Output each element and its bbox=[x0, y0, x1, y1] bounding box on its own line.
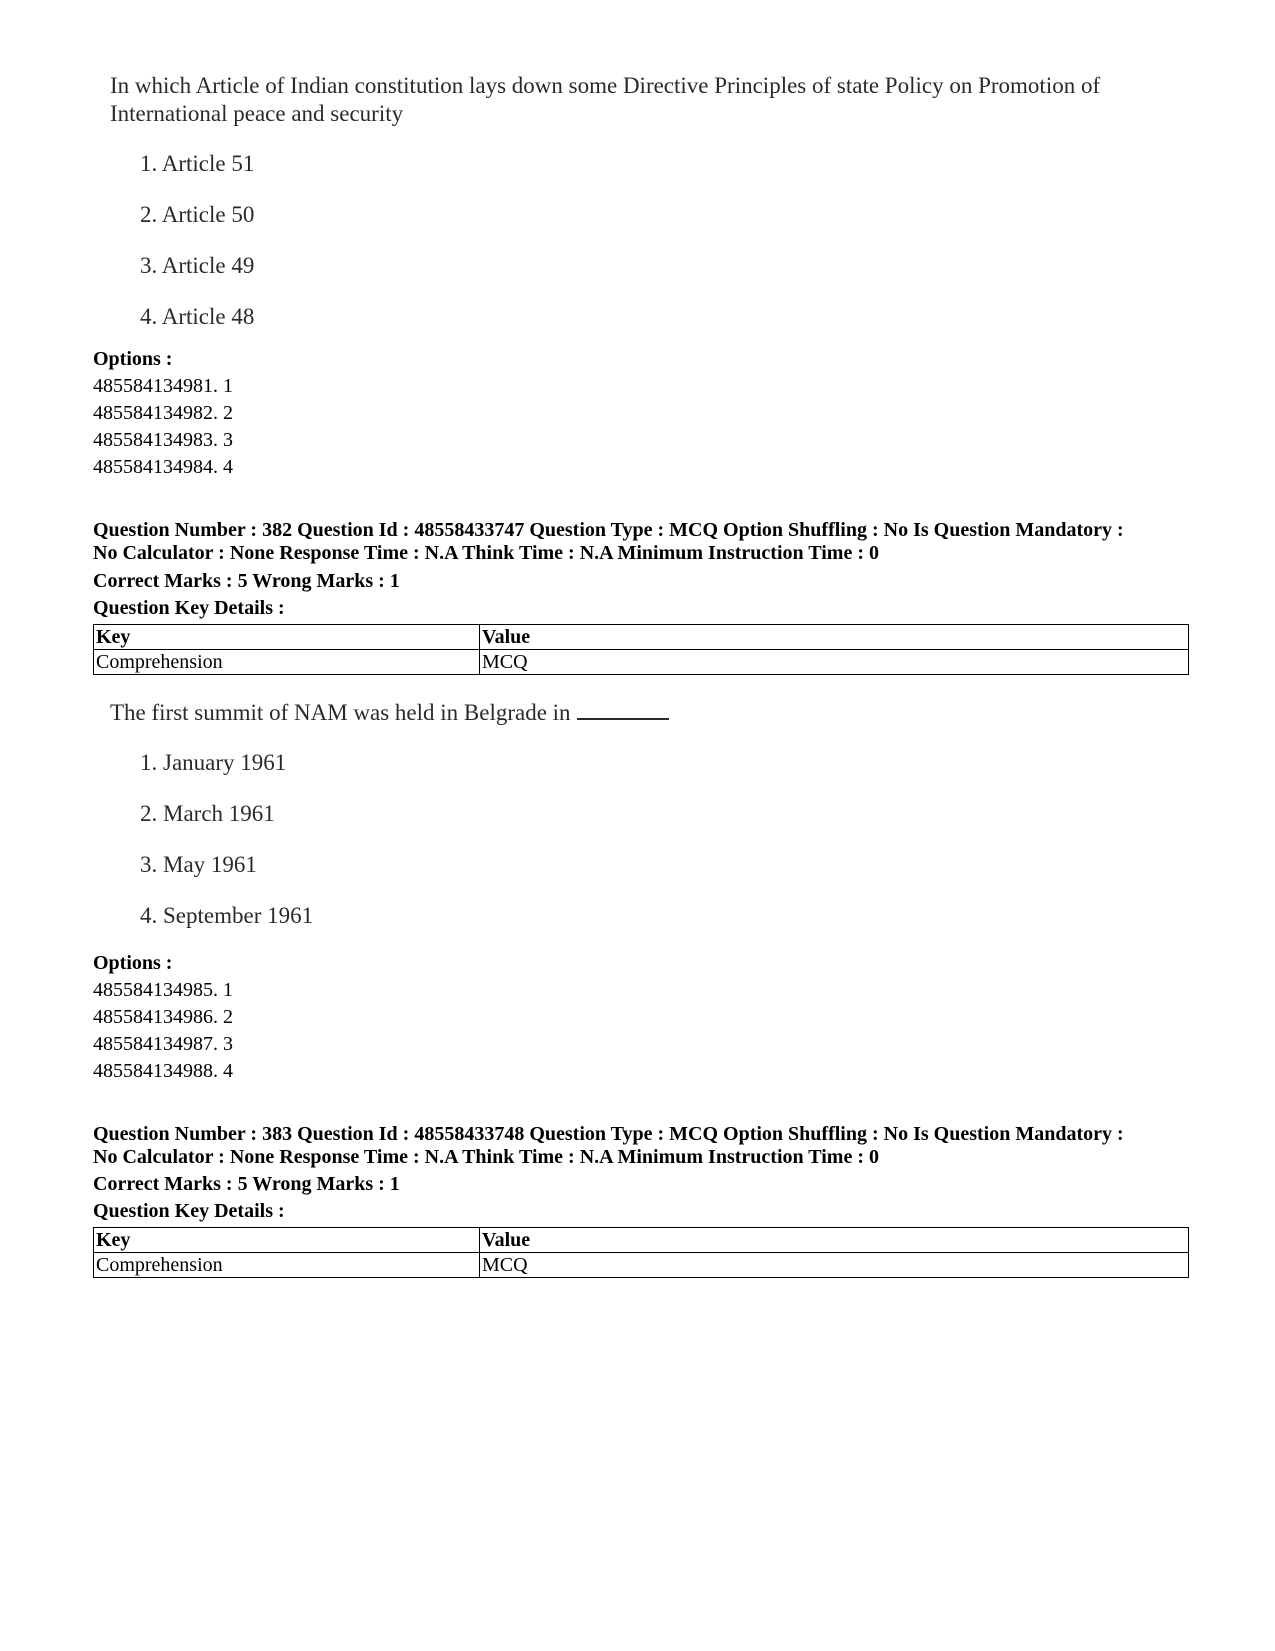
answer-choice: 2. Article 50 bbox=[140, 202, 255, 227]
question-meta bbox=[93, 1123, 1203, 1169]
answer-choice: 4. Article 48 bbox=[140, 304, 255, 329]
marks-line: Correct Marks : 5 Wrong Marks : 1 bbox=[93, 1173, 400, 1195]
table-cell: Comprehension bbox=[94, 1253, 480, 1278]
table-header-row bbox=[94, 1228, 1189, 1253]
option-id-line: 485584134983. 3 bbox=[93, 429, 233, 451]
answer-choice: 2. March 1961 bbox=[140, 801, 275, 826]
option-id-line: 485584134984. 4 bbox=[93, 456, 233, 478]
question-meta bbox=[93, 519, 1203, 565]
answer-choice: 3. Article 49 bbox=[140, 253, 255, 278]
answer-choice: 1. January 1961 bbox=[140, 750, 287, 775]
option-id-line: 485584134981. 1 bbox=[93, 375, 233, 397]
key-details-label: Question Key Details : bbox=[93, 597, 285, 619]
options-label: Options : bbox=[93, 952, 173, 974]
table-row bbox=[94, 1253, 1189, 1278]
table-cell: MCQ bbox=[480, 1253, 1189, 1278]
question-text-content: The first summit of NAM was held in Belgrade in bbox=[110, 700, 571, 725]
option-id-line: 485584134986. 2 bbox=[93, 1006, 233, 1028]
table-row bbox=[94, 650, 1189, 675]
question-meta-line: No Calculator : None Response Time : N.A Think Time : N.A Minimum Instruction Time : 0 bbox=[93, 1146, 879, 1168]
question-text: In which Article of Indian constitution lays down some Directive Principles of state Policy on Promotion of International peace and security bbox=[110, 73, 1101, 126]
answer-choice: 4. September 1961 bbox=[140, 903, 314, 928]
marks-line: Correct Marks : 5 Wrong Marks : 1 bbox=[93, 570, 400, 592]
question-meta-line: Question Number : 382 Question Id : 48558433747 Question Type : MCQ Option Shuffling : No Is Question Mandatory : bbox=[93, 519, 1124, 541]
option-id-line: 485584134985. 1 bbox=[93, 979, 233, 1001]
question-text bbox=[110, 698, 1140, 727]
table-header-cell: Value bbox=[480, 625, 1189, 650]
answer-choice: 3. May 1961 bbox=[140, 852, 257, 877]
table-header-cell: Key bbox=[94, 625, 480, 650]
key-details-label: Question Key Details : bbox=[93, 1200, 285, 1222]
table-header-cell: Value bbox=[480, 1228, 1189, 1253]
option-id-line: 485584134982. 2 bbox=[93, 402, 233, 424]
key-details-table bbox=[93, 1227, 1189, 1278]
table-header-row bbox=[94, 625, 1189, 650]
options-label: Options : bbox=[93, 348, 173, 370]
option-id-line: 485584134987. 3 bbox=[93, 1033, 233, 1055]
table-header-cell: Key bbox=[94, 1228, 480, 1253]
table-cell: MCQ bbox=[480, 650, 1189, 675]
fill-in-blank bbox=[577, 698, 669, 720]
table-cell: Comprehension bbox=[94, 650, 480, 675]
option-id-line: 485584134988. 4 bbox=[93, 1060, 233, 1082]
answer-choice: 1. Article 51 bbox=[140, 151, 255, 176]
question-meta-line: Question Number : 383 Question Id : 48558433748 Question Type : MCQ Option Shuffling : No Is Question Mandatory : bbox=[93, 1123, 1124, 1145]
question-meta-line: No Calculator : None Response Time : N.A Think Time : N.A Minimum Instruction Time : 0 bbox=[93, 542, 879, 564]
key-details-table bbox=[93, 624, 1189, 675]
